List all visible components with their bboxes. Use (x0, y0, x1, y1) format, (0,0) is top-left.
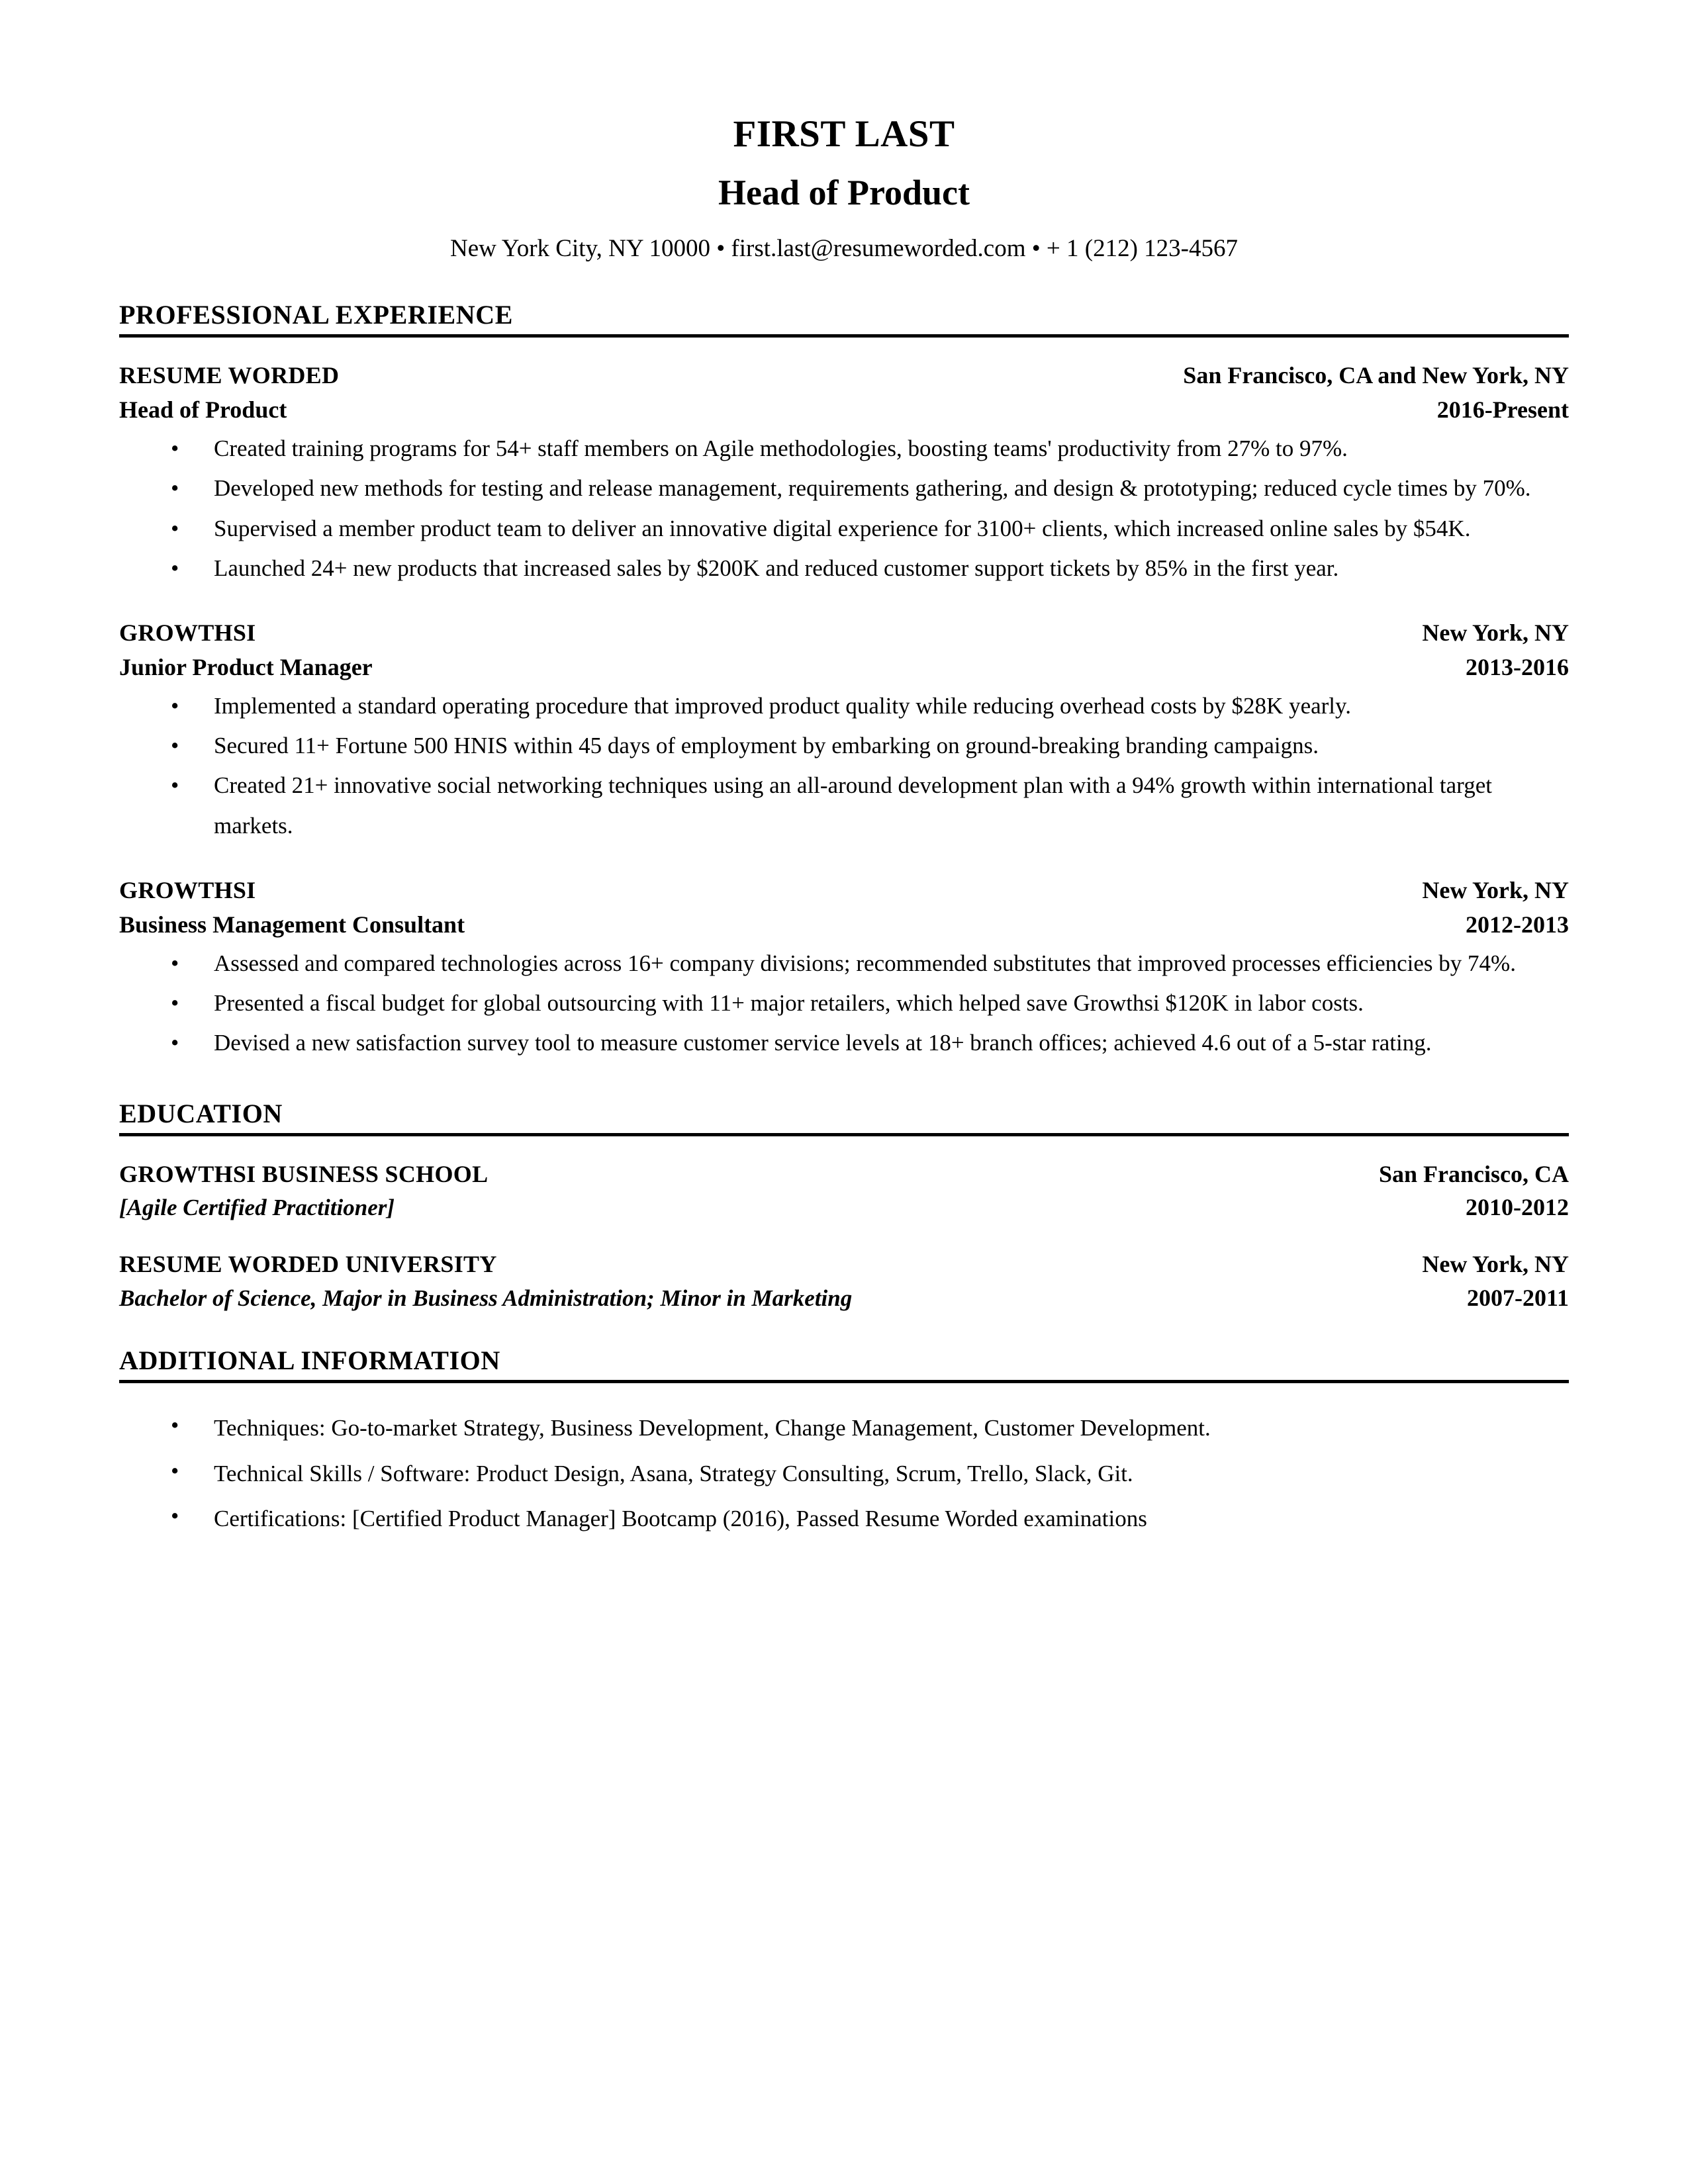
experience-dates: 2016-Present (1436, 396, 1569, 424)
resume-content (119, 0, 1569, 1541)
education-school: RESUME WORDED UNIVERSITY (119, 1251, 497, 1278)
education-dates: 2010-2012 (1466, 1193, 1569, 1220)
education-entry (119, 1249, 1569, 1313)
bullet-item: • Implemented a standard operating procedure that improved product quality while reducing overhead costs by $28K yearly. (119, 686, 1569, 726)
section-heading-additional: ADDITIONAL INFORMATION (119, 1346, 1569, 1383)
bullet-item: • Created training programs for 54+ staff members on Agile methodologies, boosting teams' productivity from 27% to 97%. (119, 429, 1569, 469)
experience-role-row (119, 648, 1569, 682)
experience-location: San Francisco, CA and New York, NY (1183, 362, 1569, 389)
education-location: San Francisco, CA (1379, 1160, 1569, 1187)
education-degree-row (119, 1280, 1569, 1314)
education-school-row (119, 1159, 1569, 1189)
experience-entry (119, 875, 1569, 1064)
section-heading-experience: PROFESSIONAL EXPERIENCE (119, 300, 1569, 338)
education-entry (119, 1159, 1569, 1223)
education-degree-row (119, 1189, 1569, 1223)
experience-org: GROWTHSI (119, 876, 256, 903)
education-dates: 2007-2011 (1466, 1284, 1569, 1311)
education-school-row (119, 1249, 1569, 1279)
experience-bullet-list (119, 429, 1569, 588)
bullet-item: • Secured 11+ Fortune 500 HNIS within 45 days of employment by embarking on ground-breaking branding campaigns. (119, 726, 1569, 766)
experience-role: Business Management Consultant (119, 911, 465, 938)
experience-bullet-list (119, 944, 1569, 1064)
experience-location: New York, NY (1422, 619, 1569, 646)
experience-role-row (119, 390, 1569, 425)
experience-entry (119, 617, 1569, 846)
education-degree: Bachelor of Science, Major in Business Administration; Minor in Marketing (119, 1285, 853, 1311)
education-location: New York, NY (1422, 1251, 1569, 1278)
bullet-item: • Assessed and compared technologies across 16+ company divisions; recommended substitutes that improved processes efficiencies by 74%. (119, 944, 1569, 983)
bullet-item: • Launched 24+ new products that increased sales by $200K and reduced customer support tickets by 85% in the first year. (119, 549, 1569, 588)
experience-role: Head of Product (119, 396, 287, 424)
experience-org-row (119, 617, 1569, 648)
experience-org: GROWTHSI (119, 619, 256, 646)
bullet-item: • Created 21+ innovative social networking techniques using an all-around development plan with a 94% growth within international target markets. (119, 766, 1569, 845)
bullet-item: • Techniques: Go-to-market Strategy, Business Development, Change Management, Customer Development. (119, 1406, 1569, 1451)
bullet-item: • Certifications: [Certified Product Manager] Bootcamp (2016), Passed Resume Worded examinations (119, 1496, 1569, 1541)
bullet-item: • Presented a fiscal budget for global outsourcing with 11+ major retailers, which helped save Growthsi $120K in labor costs. (119, 983, 1569, 1023)
candidate-name: FIRST LAST (733, 113, 955, 155)
experience-entry (119, 360, 1569, 588)
bullet-item: • Devised a new satisfaction survey tool to measure customer service levels at 18+ branch offices; achieved 4.6 out of a 5-star rating. (119, 1023, 1569, 1063)
experience-bullet-list (119, 686, 1569, 846)
bullet-item: • Technical Skills / Software: Product Design, Asana, Strategy Consulting, Scrum, Trello, Slack, Git. (119, 1451, 1569, 1496)
experience-org-row (119, 360, 1569, 390)
bullet-item: • Supervised a member product team to deliver an innovative digital experience for 3100+ clients, which increased online sales by $54K. (119, 509, 1569, 549)
experience-role-row (119, 905, 1569, 940)
contact-line: New York City, NY 10000 • first.last@resumeworded.com • + 1 (212) 123-4567 (449, 234, 1239, 262)
experience-role: Junior Product Manager (119, 654, 373, 681)
education-school: GROWTHSI BUSINESS SCHOOL (119, 1160, 489, 1187)
experience-dates: 2013-2016 (1466, 654, 1569, 681)
additional-info-list (119, 1406, 1569, 1541)
section-heading-education: EDUCATION (119, 1099, 1569, 1136)
bullet-item: • Developed new methods for testing and release management, requirements gathering, and design & prototyping; reduced cycle times by 70%. (119, 469, 1569, 508)
experience-location: New York, NY (1422, 876, 1569, 903)
education-degree: [Agile Certified Practitioner] (119, 1194, 395, 1220)
candidate-job-title: Head of Product (718, 172, 970, 212)
experience-dates: 2012-2013 (1466, 911, 1569, 938)
experience-org: RESUME WORDED (119, 362, 340, 389)
experience-org-row (119, 875, 1569, 905)
